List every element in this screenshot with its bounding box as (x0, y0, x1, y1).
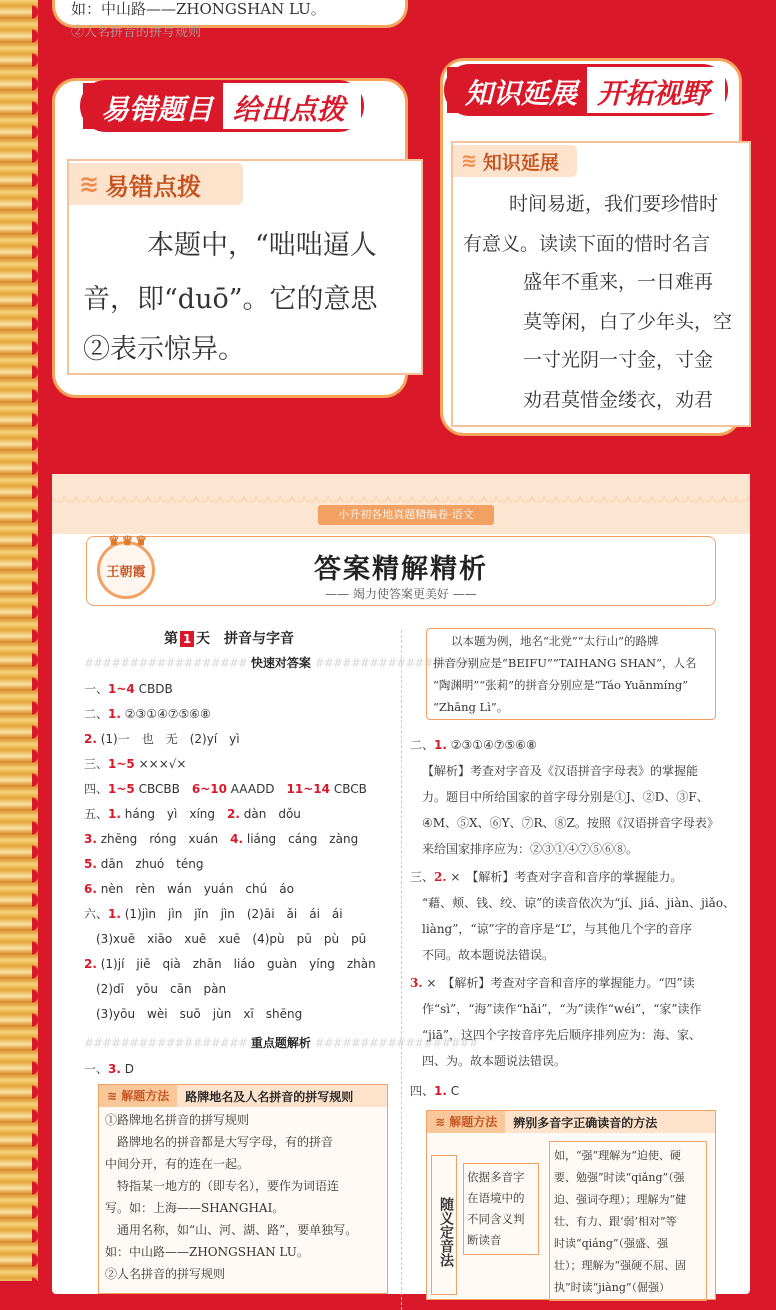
knowledge-tag-label: 知识延展 (482, 151, 559, 174)
answer-row: 三、1~5 ×××√× (84, 757, 187, 771)
top-card-fragment (52, 0, 408, 40)
fragment-line-1: 如：中山路——ZHONGSHAN LU。 (71, 0, 326, 18)
decorative-wave-strip (0, 0, 38, 1281)
answer-row: 二、1. ②③①④⑦⑤⑥⑧ (84, 707, 211, 721)
card-text-line: 有意义。读读下面的惜时名言 (463, 233, 711, 255)
method-line: 如：中山路——ZHONGSHAN LU。 (105, 1245, 309, 1259)
analysis-line: ④M、⑤X、⑥Y、⑦R、⑧Z。按照《汉语拼音字母表》 (422, 816, 719, 830)
answer-row: 6. nèn rèn wán yuán chú áo (84, 882, 294, 896)
method-line: 中间分开，有的连在一起。 (105, 1157, 250, 1171)
answer-row: 六、1. (1)jìn jìn jǐn jìn (2)āi ǎi ái ái (84, 907, 343, 921)
knowledge-pill (444, 64, 728, 116)
page-header-band (52, 474, 750, 534)
card-text-line: 本题中，“咄咄逼人 (147, 230, 377, 261)
analysis-line: 力。题目中所给国家的首字母分别是①J、②D、③F、 (422, 790, 709, 804)
note-line: “Zhāng Lì”。 (433, 700, 509, 714)
answer-page (52, 474, 750, 1294)
answer-row: (3)xuē xiāo xuē xuē (4)pù pū pù pū (84, 932, 367, 946)
method-right-box: 如，“强”理解为“迫使、硬 要、勉强”时读“qiǎng”（强 迫、强词夺理）；理解为“健 壮、有力、跟‘弱’相对”等 时读“qiáng”（强盛、强 壮）；理解为“强硬不屈、固 执”时读“jiàng”（倔强） (549, 1141, 707, 1301)
wave-icon: ≋ (79, 170, 98, 198)
answer-row: 四、1~5 CBCBB 6~10 AAADD 11~14 CBCB (84, 782, 367, 796)
day-heading: 第 1 天 拼音与字音 (164, 631, 294, 647)
answer-row: 四、1. C (410, 1084, 460, 1098)
answer-row: (2)dī yōu cān pàn (84, 982, 227, 996)
method-line: ①路牌地名拼音的拼写规则 (105, 1113, 250, 1127)
analysis-line: 作“sì”，“海”读作“hǎi”，“为”读作“wéi”，“家”读作 (422, 1002, 702, 1016)
wave-icon: ≋ (461, 150, 475, 172)
pill-part-a: 知识延展 (447, 67, 587, 113)
error-tips-pill (80, 80, 364, 132)
card-text-line: 一寸光阴一寸金，寸金 (523, 349, 714, 371)
analysis-line: “藉、颊、钱、绞、谅”的读音依次为“jí、jiá、jiàn、jiǎo、 (422, 896, 736, 910)
method-line: 通用名称，如“山、河、湖、路”，要单独写。 (105, 1223, 358, 1237)
method-tag: ≋ 解题方法 (427, 1111, 505, 1133)
answer-row: 五、1. háng yì xíng 2. dàn dǒu (84, 807, 301, 821)
card-text-line: 盛年不重来，一日难再 (523, 271, 714, 293)
method-title: 路牌地名及人名拼音的拼写规则 (185, 1089, 354, 1104)
method-line: 路牌地名的拼音都是大写字母，有的拼音 (105, 1135, 334, 1149)
note-line: “陶渊明”“张莉”的拼音分别应是“Táo Yuānmíng” (433, 678, 689, 692)
method-line: 特指某一地方的（即专名），要作为词语连 (105, 1179, 340, 1193)
note-line: 拼音分别应是“BEIFU”“TAIHANG SHAN”，人名 (433, 656, 697, 670)
quick-answer-header: ################## 快速对答案 ################## (84, 656, 478, 670)
method-tag: ≋ 解题方法 (99, 1085, 177, 1107)
page-subtitle: —— 竭力使答案更美好 —— (325, 587, 477, 601)
answer-row: (3)yōu wèi suō jùn xī shēng (84, 1007, 303, 1021)
crown-icon: ♛♛♛ (108, 534, 149, 549)
method-side-label: 随义定音法 (431, 1155, 457, 1295)
key-analysis-header: ################## 重点题解析 ################## (84, 1036, 478, 1050)
method-line: 写。如：上海——SHANGHAI。 (105, 1201, 285, 1215)
answer-row: 一、3. D (84, 1062, 134, 1076)
error-tips-tag (69, 163, 243, 205)
answer-row: 3. × 【解析】考查对字音和音序的掌握能力。“四”读 (410, 976, 695, 990)
series-tag: 小升初各地真题精编卷·语文 (318, 505, 494, 525)
answer-row: 3. zhēng róng xuán 4. liáng cáng zàng (84, 832, 359, 846)
method-title: 辨别多音字正确读音的方法 (513, 1115, 658, 1130)
analysis-line: “jiā”，这四个字按音序先后顺序排列应为：海、家、 (422, 1028, 701, 1042)
analysis-line: 来给国家排序应为：②③①④⑦⑤⑥⑧。 (422, 842, 639, 856)
analysis-line: liàng”，“谅”字的音序是“L”，与其他几个字的音序 (422, 922, 693, 936)
card-text-line: 时间易逝，我们要珍惜时 (509, 193, 719, 215)
answer-row: 三、2. × 【解析】考查对字音和音序的掌握能力。 (410, 870, 683, 884)
method-line: ②人名拼音的拼写规则 (105, 1267, 226, 1281)
column-divider (401, 630, 402, 1310)
analysis-line: 四、为。故本题说法错误。 (422, 1054, 567, 1068)
answer-row: 5. dān zhuó téng (84, 857, 204, 871)
answer-row: 2. (1)jí jiē qià zhān liáo guàn yíng zhàn (84, 957, 376, 971)
answer-row: 二、1. ②③①④⑦⑤⑥⑧ (410, 738, 537, 752)
method-mid-box: 依据多音字 在语境中的 不同含义判 断读音 (463, 1163, 539, 1255)
method-box-polyphone (426, 1110, 716, 1300)
card-text-line: 莫等闲，白了少年头，空 (523, 311, 733, 333)
analysis-line: 不同。故本题说法错误。 (422, 948, 555, 962)
method-box-place-names (98, 1084, 388, 1294)
analysis-line: 【解析】考查对字音及《汉语拼音字母表》的掌握能 (422, 764, 699, 778)
pill-part-b: 开拓视野 (587, 67, 725, 113)
card-text-line: 音，即“duō”。它的意思 (83, 284, 378, 315)
answer-row: 一、1~4 CBDB (84, 682, 173, 696)
page-title: 答案精解精析 (314, 554, 488, 585)
note-line: 以本题为例，地名“北党”“太行山”的路牌 (451, 634, 659, 648)
note-box (426, 628, 716, 720)
logo-text: 王朝霞 (106, 564, 146, 580)
card-text-line: ②表示惊异。 (83, 334, 245, 365)
fragment-line-2: ②人名拼音的拼写规则 (71, 25, 202, 40)
error-tips-tag-label: 易错点拨 (105, 172, 202, 201)
card-text-line: 劝君莫惜金缕衣，劝君 (523, 389, 714, 411)
pill-part-b: 给出点拨 (223, 83, 361, 129)
answer-row: 2. (1)一 也 无 (2)yí yì (84, 732, 240, 746)
knowledge-tag (453, 145, 577, 177)
pill-part-a: 易错题目 (83, 83, 223, 129)
title-box (86, 536, 716, 606)
